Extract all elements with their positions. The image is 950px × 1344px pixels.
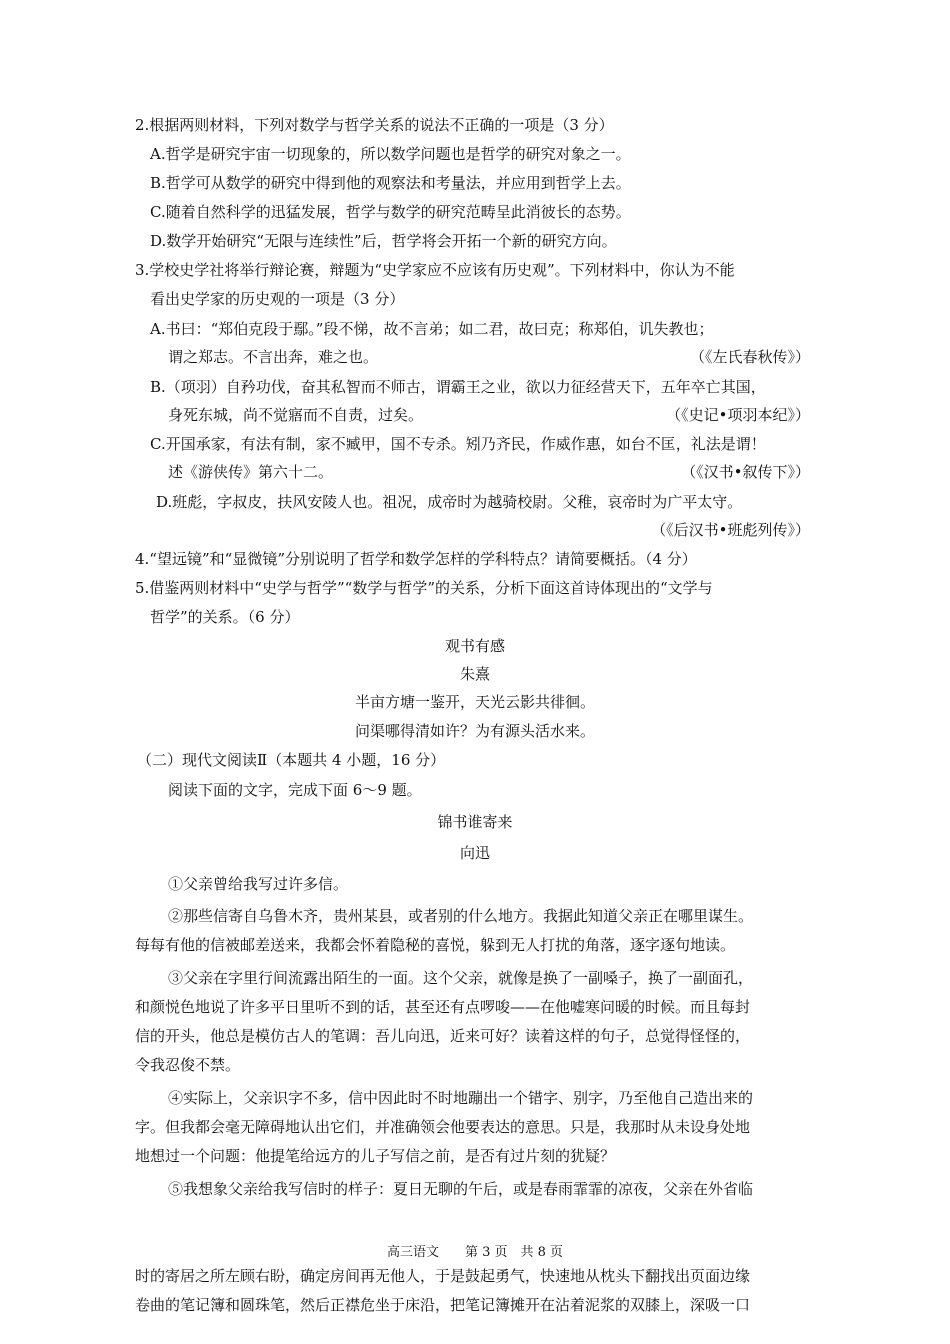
paragraph-2-line1: ②那些信寄自乌鲁木齐，贵州某县，或者别的什么地方。我据此知道父亲正在哪里谋生。 — [168, 907, 754, 925]
q3-option-b-source: （《史记•项羽本纪》） — [666, 406, 810, 424]
section2-heading: （二）现代文阅读Ⅱ（本题共 4 小题，16 分） — [137, 751, 446, 769]
paragraph-5-line1: ⑤我想象父亲给我写信时的样子：夏日无聊的午后，或是春雨霏霏的凉夜，父亲在外省临 — [168, 1180, 754, 1198]
q3-option-c-line2: 述《游侠传》第六十二。 — [168, 463, 334, 481]
paragraph-5-line3: 卷曲的笔记簿和圆珠笔，然后正襟危坐于床沿，把笔记簿摊开在沾着泥浆的双膝上，深吸一口 — [135, 1296, 751, 1314]
paragraph-3-line2: 和颜悦色地说了许多平日里听不到的话，甚至还有点啰唆——在他嘘寒问暖的时候。而且每封 — [135, 998, 751, 1016]
q2-option-b: B.哲学可从数学的研究中得到他的观察法和考量法，并应用到哲学上去。 — [150, 174, 631, 192]
q3-option-a-line2: 谓之郑志。不言出奔，难之也。 — [168, 348, 379, 366]
q2-option-c: C.随着自然科学的迅猛发展，哲学与数学的研究范畴呈此消彼长的态势。 — [150, 203, 631, 221]
q3-option-c-source: （《汉书•叙传下》） — [681, 463, 810, 481]
paragraph-4-line2: 字。但我都会毫无障碍地认出它们，并准确领会他要表达的意思。只是，我那时从未设身处地 — [135, 1118, 751, 1136]
section2-instruction: 阅读下面的文字，完成下面 6～9 题。 — [168, 781, 422, 799]
paragraph-4-line1: ④实际上，父亲识字不多，信中因此时不时地蹦出一个错字、别字，乃至他自己造出来的 — [168, 1089, 754, 1107]
article-title: 锦书谁寄来 — [437, 813, 513, 831]
page-footer: 高三语文 第 3 页 共 8 页 — [386, 1245, 564, 1260]
q2-option-d: D.数学开始研究“无限与连续性”后，哲学将会开拓一个新的研究方向。 — [150, 232, 617, 250]
q3-option-b-line2: 身死东城，尚不觉寤而不自责，过矣。 — [168, 406, 424, 424]
poem-line2: 问渠哪得清如许？为有源头活水来。 — [354, 722, 595, 740]
q2-option-a: A.哲学是研究宇宙一切现象的，所以数学问题也是哲学的研究对象之一。 — [150, 145, 631, 163]
paragraph-3-line1: ③父亲在字里行间流露出陌生的一面。这个父亲，就像是换了一副嗓子，换了一副面孔， — [168, 969, 754, 987]
q3-stem-line1: 3.学校史学社将举行辩论赛，辩题为“史学家应不应该有历史观”。下列材料中，你认为不能 — [135, 261, 735, 279]
paragraph-2-line2: 每每有他的信被邮差送来，我都会怀着隐秘的喜悦，躲到无人打扰的角落，逐字逐句地读。 — [135, 936, 736, 954]
article-author: 向迅 — [459, 844, 490, 862]
paragraph-1: ①父亲曾给我写过许多信。 — [168, 875, 349, 893]
q3-option-d-line1: D.班彪，字叔皮，扶风安陵人也。祖况，成帝时为越骑校尉。父稚，哀帝时为广平太守。 — [156, 493, 743, 511]
q5-stem-line1: 5.借鉴两则材料中“史学与哲学”“数学与哲学”的关系，分析下面这首诗体现出的“文学与 — [135, 579, 713, 597]
q3-option-a-line1: A.书曰：“郑伯克段于鄢。”段不悌，故不言弟；如二君，故曰克；称郑伯，讥失教也； — [150, 320, 714, 338]
q3-stem-line2: 看出史学家的历史观的一项是（3 分） — [150, 290, 405, 308]
paragraph-5-line2: 时的寄居之所左顾右盼，确定房间再无他人，于是鼓起勇气，快速地从枕头下翻找出页面边缘 — [135, 1267, 751, 1285]
q3-option-a-source: （《左氏春秋传》） — [689, 348, 810, 366]
poem-line1: 半亩方塘一鉴开，天光云影共徘徊。 — [354, 693, 595, 711]
paragraph-3-line4: 令我忍俊不禁。 — [135, 1056, 241, 1074]
paragraph-4-line3: 地想过一个问题：他提笔给远方的儿子写信之前，是否有过片刻的犹疑？ — [135, 1147, 616, 1165]
paragraph-3-line3: 信的开头，他总是模仿古人的笔调：吾儿向迅，近来可好？读着这样的句子，总觉得怪怪的， — [135, 1027, 751, 1045]
q2-stem: 2.根据两则材料，下列对数学与哲学关系的说法不正确的一项是（3 分） — [135, 116, 614, 134]
q5-stem-line2: 哲学”的关系。（6 分） — [150, 608, 300, 626]
poem-author: 朱熹 — [459, 665, 490, 683]
q3-option-d-source: （《后汉书•班彪列传》） — [651, 521, 810, 539]
q4-stem: 4.“望远镜”和“显微镜”分别说明了哲学和数学怎样的学科特点？请简要概括。（4 分） — [135, 550, 697, 568]
q3-option-c-line1: C.开国承家，有法有制，家不臧甲，国不专杀。矧乃齐民，作威作惠，如台不匡，礼法是谓！ — [150, 435, 766, 453]
q3-option-b-line1: B.（项羽）自矜功伐，奋其私智而不师古，谓霸王之业，欲以力征经营天下，五年卒亡其国， — [150, 378, 766, 396]
poem-title: 观书有感 — [444, 637, 505, 655]
